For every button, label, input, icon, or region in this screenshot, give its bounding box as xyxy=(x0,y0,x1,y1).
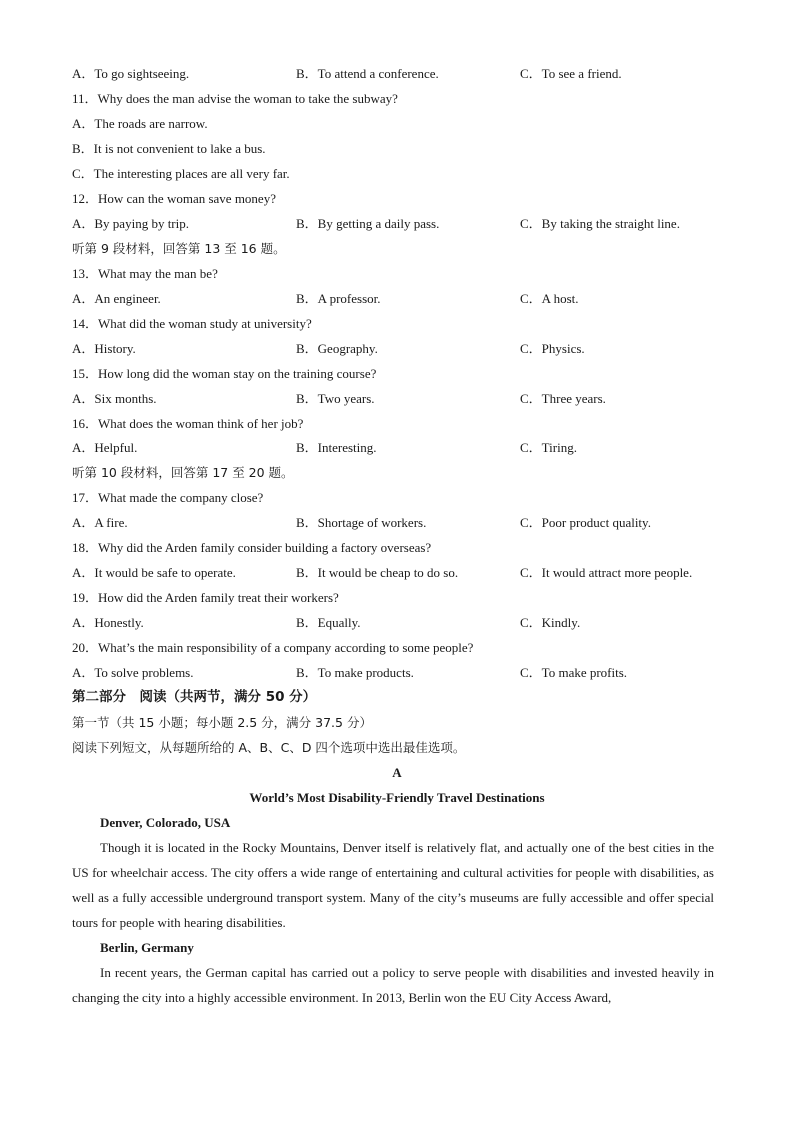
q13-option-b: B．A professor. xyxy=(296,291,381,306)
q14-option-c: C．Physics. xyxy=(520,341,585,356)
q10-option-a: A．To go sightseeing. xyxy=(72,66,190,81)
q15-question: 15．How long did the woman stay on the training course? xyxy=(72,366,377,381)
q16-options xyxy=(72,435,722,460)
q13-option-c: C．A host. xyxy=(520,291,579,306)
passage9-instruction: 听第 9 段材料，回答第 13 至 16 题。 xyxy=(72,241,286,256)
q17-option-a: A．A fire. xyxy=(72,515,128,530)
q15-option-c: C．Three years. xyxy=(520,391,606,406)
q17-question: 17．What made the company close? xyxy=(72,490,264,505)
q19-option-a: A．Honestly. xyxy=(72,615,144,630)
q16-option-a: A．Helpful. xyxy=(72,440,138,455)
q16-option-c: C．Tiring. xyxy=(520,440,577,455)
q13-options xyxy=(72,286,722,311)
q20-option-c: C．To make profits. xyxy=(520,665,628,680)
q17-option-b: B．Shortage of workers. xyxy=(296,515,427,530)
q14-options xyxy=(72,336,722,361)
part2-title: 第二部分 阅读（共两节，满分 50 分） xyxy=(72,689,317,705)
passage10-instruction: 听第 10 段材料，回答第 17 至 20 题。 xyxy=(72,465,294,480)
q15-option-a: A．Six months. xyxy=(72,391,157,406)
q10-options xyxy=(72,61,722,86)
denver-paragraph: Though it is located in the Rocky Mountains, Denver itself is relatively flat, and actually one of the best cities in the US for wheelchair access. The city offers a wide range of entertaining and cultural activities for people with disabilities, as well as a fully accessible underground transport system. Many of the city’s museums are fully accessible and offer special tours for people with hearing disabilities. xyxy=(72,840,714,930)
q11-question: 11．Why does the man advise the woman to take the subway? xyxy=(72,91,398,106)
q10-option-c: C．To see a friend. xyxy=(520,66,622,81)
q19-options xyxy=(72,610,722,635)
q15-options xyxy=(72,386,722,411)
q18-option-a: A．It would be safe to operate. xyxy=(72,565,236,580)
q11-option-a: A．The roads are narrow. xyxy=(72,116,208,131)
q19-option-b: B．Equally. xyxy=(296,615,361,630)
berlin-heading: Berlin, Germany xyxy=(100,940,194,955)
q18-option-c: C．It would attract more people. xyxy=(520,565,693,580)
berlin-paragraph: In recent years, the German capital has carried out a policy to serve people with disabilities and invested heavily in changing the city into a highly accessible environment. In 2013, Berlin won the EU City Access Award, xyxy=(72,965,714,1005)
q16-option-b: B．Interesting. xyxy=(296,440,377,455)
q17-options xyxy=(72,510,722,535)
q18-options xyxy=(72,560,722,585)
passage-title: World’s Most Disability-Friendly Travel Destinations xyxy=(249,790,545,805)
q10-option-b: B．To attend a conference. xyxy=(296,66,439,81)
q19-option-c: C．Kindly. xyxy=(520,615,581,630)
q15-option-b: B．Two years. xyxy=(296,391,375,406)
q11-option-c: C．The interesting places are all very far. xyxy=(72,166,290,181)
q12-option-c: C．By taking the straight line. xyxy=(520,216,680,231)
q12-options xyxy=(72,211,722,236)
q12-option-b: B．By getting a daily pass. xyxy=(296,216,440,231)
passage-label: A xyxy=(392,765,402,780)
q13-question: 13．What may the man be? xyxy=(72,266,218,281)
q18-option-b: B．It would be cheap to do so. xyxy=(296,565,459,580)
q14-option-b: B．Geography. xyxy=(296,341,378,356)
part2-section1: 第一节（共 15 小题；每小题 2.5 分，满分 37.5 分） xyxy=(72,715,372,730)
q16-question: 16．What does the woman think of her job? xyxy=(72,416,304,431)
denver-heading: Denver, Colorado, USA xyxy=(100,815,231,830)
q17-option-c: C．Poor product quality. xyxy=(520,515,651,530)
q20-options xyxy=(72,660,722,685)
q19-question: 19．How did the Arden family treat their workers? xyxy=(72,590,339,605)
q12-question: 12．How can the woman save money? xyxy=(72,191,276,206)
part2-instruction: 阅读下列短文，从每题所给的 A、B、C、D 四个选项中选出最佳选项。 xyxy=(72,740,466,755)
q18-question: 18．Why did the Arden family consider building a factory overseas? xyxy=(72,540,432,555)
q20-question: 20．What’s the main responsibility of a company according to some people? xyxy=(72,640,474,655)
q14-option-a: A．History. xyxy=(72,341,136,356)
q20-option-b: B．To make products. xyxy=(296,665,414,680)
q14-question: 14．What did the woman study at university? xyxy=(72,316,312,331)
q12-option-a: A．By paying by trip. xyxy=(72,216,189,231)
q13-option-a: A．An engineer. xyxy=(72,291,161,306)
q20-option-a: A．To solve problems. xyxy=(72,665,194,680)
q11-option-b: B．It is not convenient to lake a bus. xyxy=(72,141,266,156)
